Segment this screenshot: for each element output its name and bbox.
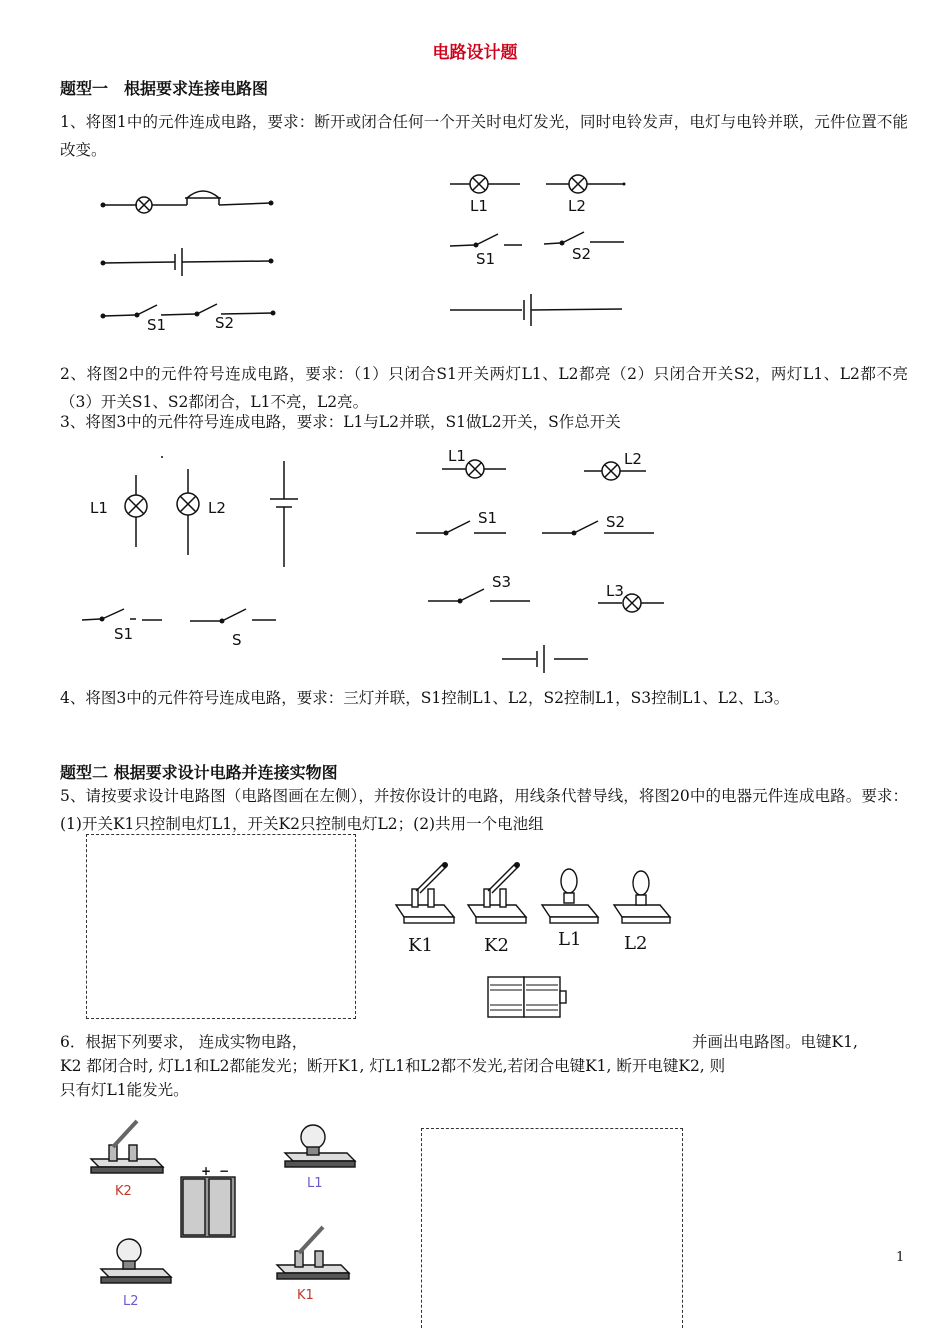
question-6-line-3: 只有灯L1能发光。: [60, 1081, 189, 1099]
fig6-l1-label: L1: [307, 1176, 323, 1191]
fig3-right-s3-label: S3: [492, 573, 512, 591]
fig3-right-l1-label: L1: [448, 447, 466, 465]
fig6-k1-label: K1: [297, 1288, 314, 1303]
question-3: 3、将图3中的元件符号连成电路，要求：L1与L2并联，S1做L2开关，S作总开关: [60, 413, 621, 431]
question-5: 5、请按要求设计电路图（电路图画在左侧），并按你设计的电路，用线条代替导线，将图20中的电器元件连成电路。要求：(1)开关K1只控制电灯L1，开关K2只控制电灯L2；(2)共用一个电池组: [60, 787, 908, 833]
figure-3-left: [80, 455, 310, 650]
figure-5-components: [388, 855, 678, 1030]
fig6-k2-label: K2: [115, 1184, 132, 1199]
fig3-right-l3-label: L3: [606, 582, 624, 600]
fig3-left-l1-label: L1: [90, 499, 108, 517]
fig1-right-l1-label: L1: [470, 197, 488, 215]
fig1-right-s2-label: S2: [572, 245, 592, 263]
battery-minus-label: −: [219, 1164, 230, 1178]
figure-1-left: [95, 180, 295, 340]
page-number: 1: [896, 1250, 905, 1265]
figure-1-right: [448, 170, 628, 320]
fig5-l1-label: L1: [558, 929, 582, 950]
fig3-left-s1-label: S1: [114, 625, 134, 643]
fig1-right-s1-label: S1: [476, 250, 496, 268]
fig1-left-s2-label: S2: [215, 314, 235, 332]
section-heading-2: 题型二 根据要求设计电路并连接实物图: [60, 763, 338, 782]
fig3-right-s1-label: S1: [478, 509, 498, 527]
fig1-right-l2-label: L2: [568, 197, 586, 215]
fig3-left-s-label: S: [232, 631, 242, 649]
figure-6-components: [85, 1115, 385, 1315]
question-4: 4、将图3中的元件符号连成电路，要求：三灯并联，S1控制L1、L2，S2控制L1，S3控制L1、L2、L3。: [60, 689, 790, 707]
fig5-k1-label: K1: [408, 935, 433, 956]
circuit-drawing-area-1[interactable]: [86, 834, 356, 1019]
fig1-left-s1-label: S1: [147, 316, 167, 334]
fig3-right-l2-label: L2: [624, 450, 642, 468]
figure-3-right: [412, 445, 672, 675]
question-1: 1、将图1中的元件连成电路，要求：断开或闭合任何一个开关时电灯发光，同时电铃发声，电灯与电铃并联，元件位置不能改变。: [60, 113, 908, 159]
fig3-left-l2-label: L2: [208, 499, 226, 517]
page-title: 电路设计题: [432, 43, 518, 63]
question-6-line-1b: 并画出电路图。电键K1,: [692, 1033, 858, 1051]
fig3-right-s2-label: S2: [606, 513, 626, 531]
fig5-k2-label: K2: [484, 935, 509, 956]
battery-plus-label: +: [201, 1164, 212, 1178]
question-6-line-1a: 6．根据下列要求， 连成实物电路，: [60, 1033, 308, 1051]
section-heading-1: 题型一 根据要求连接电路图: [60, 79, 269, 98]
fig5-l2-label: L2: [624, 933, 648, 954]
question-6-line-2: K2 都闭合时, 灯L1和L2都能发光；断开K1, 灯L1和L2都不发光,若闭合电键K1, 断开电键K2, 则: [60, 1057, 726, 1075]
circuit-drawing-area-2[interactable]: [421, 1128, 683, 1328]
question-2: 2、将图2中的元件符号连成电路，要求：（1）只闭合S1开关两灯L1、L2都亮（2）只闭合开关S2，两灯L1、L2都不亮（3）开关S1、S2都闭合，L1不亮，L2亮。: [60, 365, 908, 411]
fig6-l2-label: L2: [123, 1294, 139, 1309]
